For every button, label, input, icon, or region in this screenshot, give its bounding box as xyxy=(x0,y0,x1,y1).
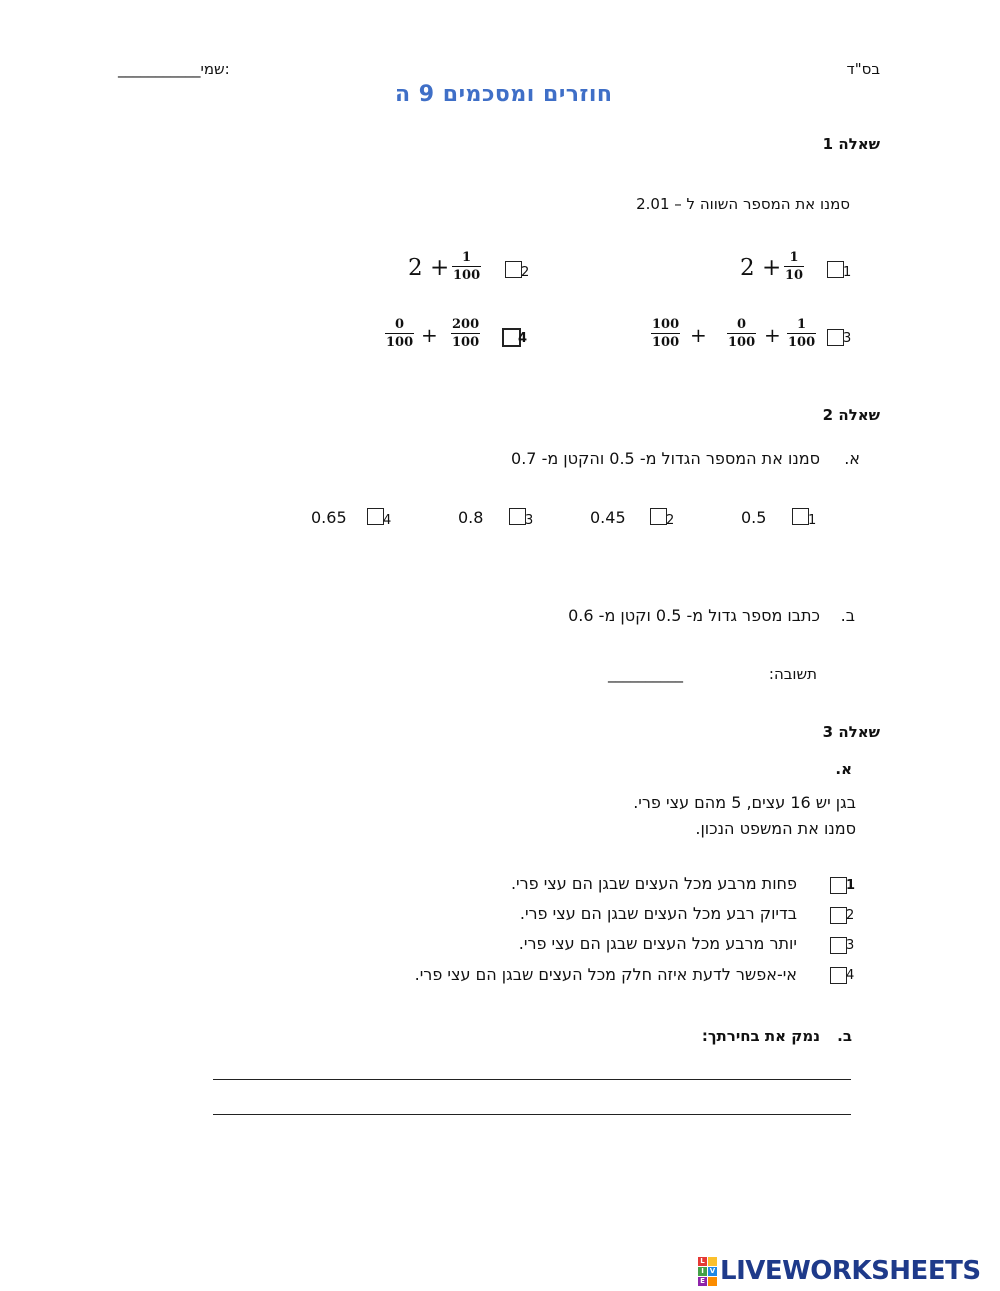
q2-b-prompt: כתבו מספר גדול מ- 0.5 וקטן מ- 0.6 xyxy=(568,606,820,625)
q1-opt3-checkbox[interactable] xyxy=(827,329,844,346)
q2-a-opt2-value: 0.45 xyxy=(590,508,626,527)
q3-a-label: א. xyxy=(835,760,852,778)
q2-b-answer-input[interactable]: __________ xyxy=(608,665,683,683)
q1-opt1-checkbox[interactable] xyxy=(827,261,844,278)
q1-opt1-whole: 2 + xyxy=(740,255,782,281)
q1-opt3-fraction-a xyxy=(651,317,680,350)
q3-opt1-number: 1 xyxy=(846,878,856,893)
q3-story-line2: סמנו את המשפט הנכון. xyxy=(695,819,856,838)
q2-a-opt3-number: 3 xyxy=(525,513,534,528)
numerator: 200 xyxy=(452,317,480,332)
denominator: 100 xyxy=(453,268,481,284)
logo-block: E xyxy=(698,1277,707,1286)
logo-text: LIVEWORKSHEETS xyxy=(720,1256,981,1286)
q1-heading: שאלה 1 xyxy=(822,135,880,153)
q1-opt1-fraction xyxy=(784,250,804,283)
q2-a-opt1-checkbox[interactable] xyxy=(792,508,809,525)
q1-opt4-fraction-b xyxy=(451,317,480,350)
q3-opt4-text: אי-אפשר לדעת איזה חלק מכל העצים שבגן הם עצי פרי. xyxy=(414,965,797,984)
denominator: 100 xyxy=(652,335,680,351)
q2-a-opt1-value: 0.5 xyxy=(741,508,767,527)
page-title: חוזרים ומסכמים 9 ה xyxy=(395,82,613,107)
q3-b-answer-line-1[interactable] xyxy=(213,1079,851,1080)
q2-a-opt1-number: 1 xyxy=(808,513,817,528)
q3-opt2-text: בדיוק רבע מכל העצים שבגן הם עצי פרי. xyxy=(519,904,797,923)
denominator: 100 xyxy=(728,335,756,351)
name-blank[interactable]: ___________ xyxy=(118,60,201,78)
q3-opt1-checkbox[interactable] xyxy=(830,877,847,894)
numerator: 100 xyxy=(652,317,680,332)
logo-block: L xyxy=(698,1257,707,1266)
numerator: 0 xyxy=(737,317,747,332)
plus-sign: + xyxy=(764,323,781,347)
numerator: 1 xyxy=(462,250,472,265)
logo-block: I xyxy=(698,1267,707,1276)
q3-heading: שאלה 3 xyxy=(822,723,880,741)
q2-heading: שאלה 2 xyxy=(822,406,880,424)
q2-a-opt2-number: 2 xyxy=(666,513,675,528)
q3-opt2-number: 2 xyxy=(846,908,855,923)
q2-a-opt2-checkbox[interactable] xyxy=(650,508,667,525)
numerator: 1 xyxy=(797,317,807,332)
numerator: 1 xyxy=(789,250,799,265)
name-label: שמי: xyxy=(200,60,230,78)
q3-opt3-number: 3 xyxy=(846,938,855,953)
q3-b-answer-line-2[interactable] xyxy=(213,1114,851,1115)
q2-a-prompt: סמנו את המספר הגדול מ- 0.5 והקטן מ- 0.7 xyxy=(511,449,820,468)
q1-opt4-number: 4 xyxy=(518,331,528,346)
q3-opt1-text: פחות מרבע מכל העצים שבגן הם עצי פרי. xyxy=(510,874,797,893)
q3-b-label: ב. xyxy=(837,1027,852,1045)
q1-opt1-number: 1 xyxy=(843,265,852,280)
q2-b-answer-label: תשובה: xyxy=(768,665,817,683)
q1-opt2-number: 2 xyxy=(521,265,530,280)
denominator: 100 xyxy=(386,335,414,351)
plus-sign: + xyxy=(421,323,438,347)
logo-block xyxy=(708,1257,717,1266)
q1-opt4-fraction-a xyxy=(385,317,414,350)
denominator: 10 xyxy=(785,268,804,284)
q1-opt2-checkbox[interactable] xyxy=(505,261,522,278)
logo-block xyxy=(708,1277,717,1286)
numerator: 0 xyxy=(395,317,405,332)
q2-b-label: ב. xyxy=(840,606,855,625)
q1-opt2-whole: 2 + xyxy=(408,255,450,281)
q1-opt3-fraction-b xyxy=(727,317,756,350)
q3-opt4-number: 4 xyxy=(846,968,855,983)
q3-opt2-checkbox[interactable] xyxy=(830,907,847,924)
plus-sign: + xyxy=(690,323,707,347)
logo-blocks-icon xyxy=(698,1257,717,1286)
q3-story-line1: בגן יש 16 עצים, 5 מהם עצי פרי. xyxy=(633,793,856,812)
q1-opt3-number: 3 xyxy=(843,331,852,346)
q3-opt3-text: יותר מרבע מכל העצים שבגן הם עצי פרי. xyxy=(518,934,797,953)
q2-a-opt3-value: 0.8 xyxy=(458,508,484,527)
q3-opt3-checkbox[interactable] xyxy=(830,937,847,954)
q2-a-opt4-value: 0.65 xyxy=(311,508,347,527)
logo-block: V xyxy=(709,1266,716,1275)
q2-a-opt4-number: 4 xyxy=(383,513,392,528)
q1-opt3-fraction-c xyxy=(787,317,816,350)
denominator: 100 xyxy=(788,335,816,351)
name-field[interactable] xyxy=(118,60,230,78)
q3-b-prompt: נמק את בחירתך: xyxy=(701,1027,820,1045)
header-bsd: בס"ד xyxy=(846,60,880,78)
liveworksheets-logo xyxy=(698,1256,981,1286)
q1-opt2-fraction xyxy=(452,250,481,283)
denominator: 100 xyxy=(452,335,480,351)
q3-opt4-checkbox[interactable] xyxy=(830,967,847,984)
q2-a-label: א. xyxy=(844,449,860,468)
q1-prompt: סמנו את המספר השווה ל – 2.01 xyxy=(636,195,850,213)
q2-a-opt3-checkbox[interactable] xyxy=(509,508,526,525)
q2-a-opt4-checkbox[interactable] xyxy=(367,508,384,525)
